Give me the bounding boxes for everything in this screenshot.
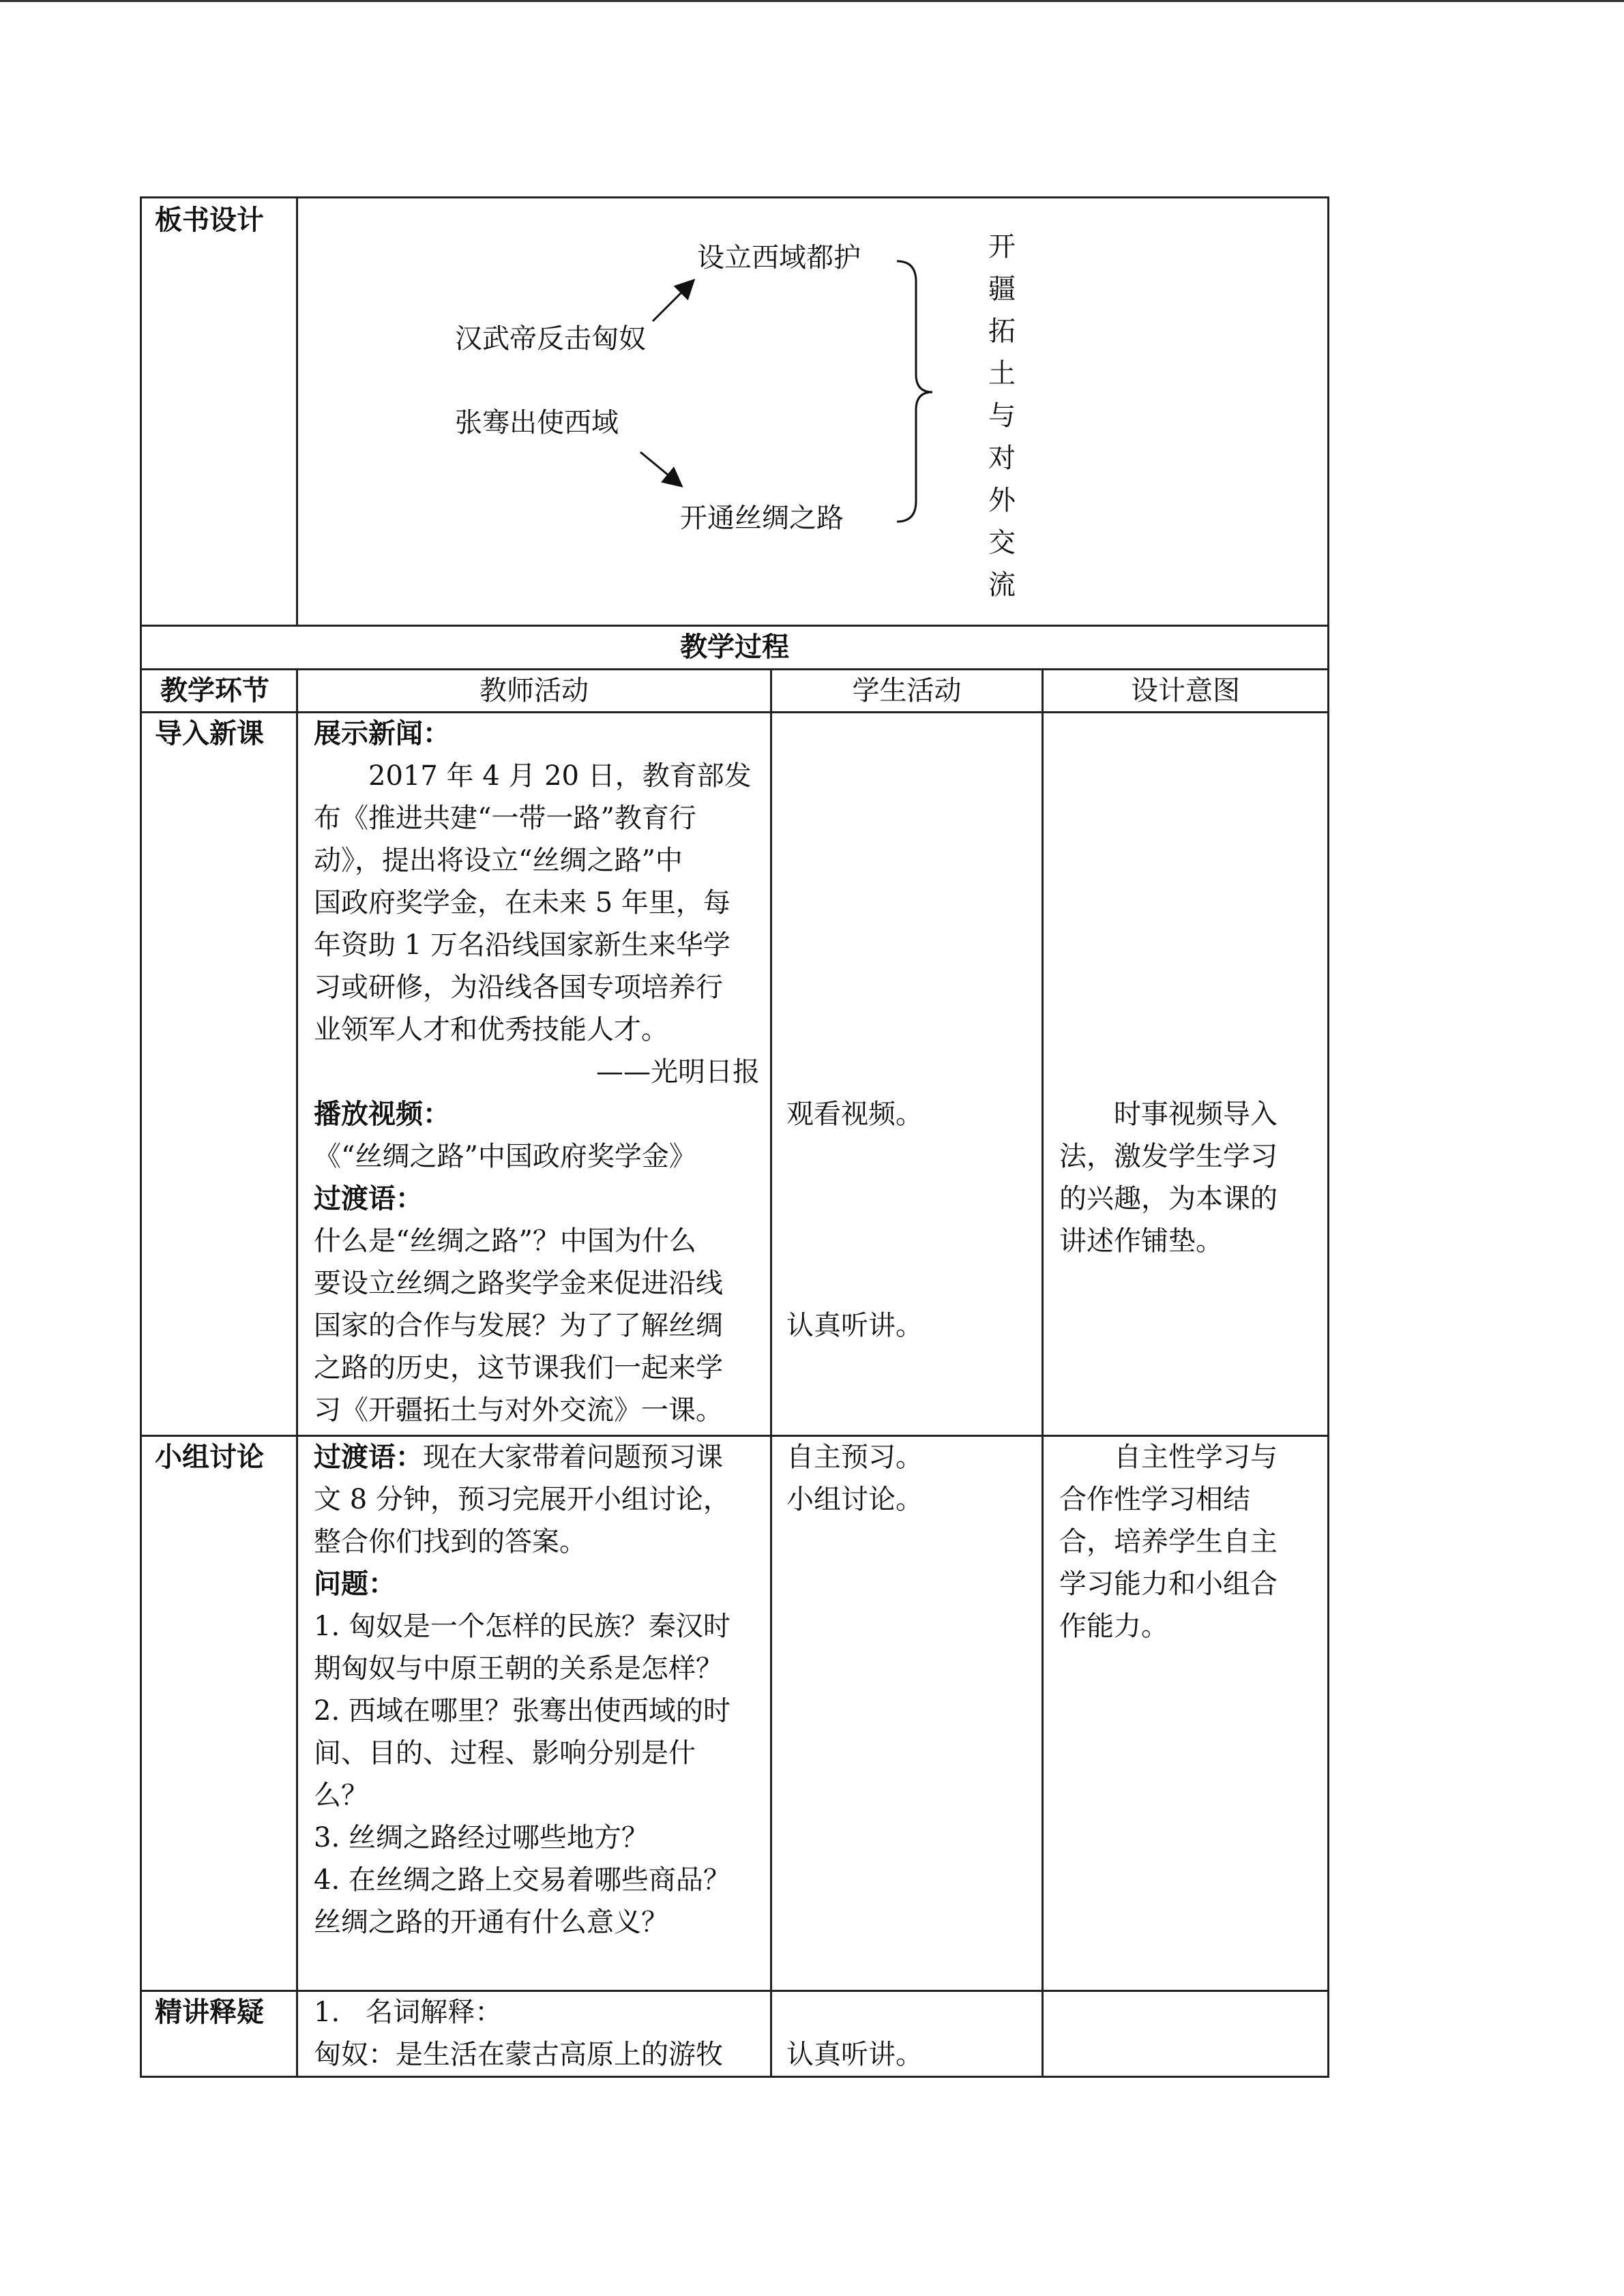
node-silk-road: 开通丝绸之路 bbox=[680, 503, 844, 534]
discussion-student-group: 小组讨论。 bbox=[786, 1484, 923, 1515]
intro-intent-line: 法，激发学生学习 bbox=[1059, 1141, 1278, 1172]
header-teacher: 教师活动 bbox=[479, 675, 589, 706]
theme-char: 流 bbox=[988, 569, 1016, 601]
arrow-up-icon bbox=[653, 282, 692, 321]
discussion-transition-label: 过渡语： bbox=[314, 1441, 423, 1473]
video-title: 《“丝绸之路”中国政府奖学金》 bbox=[314, 1141, 696, 1172]
table-border-bottom bbox=[140, 2076, 1329, 2078]
theme-char: 外 bbox=[988, 485, 1016, 516]
intro-intent-line: 的兴趣，为本课的 bbox=[1059, 1183, 1278, 1214]
video-label: 播放视频： bbox=[314, 1098, 450, 1130]
intro-intent-line: 时事视频导入 bbox=[1114, 1099, 1278, 1130]
intro-student-watch: 观看视频。 bbox=[786, 1099, 923, 1130]
theme-char: 开 bbox=[988, 231, 1016, 263]
arrow-down-icon bbox=[640, 452, 680, 485]
transition-label: 过渡语： bbox=[314, 1182, 423, 1214]
board-arrows bbox=[298, 198, 1327, 625]
news-line: 2017 年 4 月 20 日，教育部发 bbox=[368, 760, 752, 792]
transition-line: 国家的合作与发展？为了了解丝绸 bbox=[314, 1310, 723, 1341]
news-line: 年资助 1 万名沿线国家新生来华学 bbox=[314, 929, 730, 961]
col-divider-stage bbox=[296, 668, 298, 2078]
discussion-transition-line: 文 8 分钟，预习完展开小组讨论， bbox=[314, 1484, 730, 1515]
explain-xiongnu-line: 匈奴：是生活在蒙古高原上的游牧 bbox=[314, 2039, 723, 2070]
question-line: 么？ bbox=[314, 1780, 368, 1811]
news-line: 习或研修，为沿线各国专项培养行 bbox=[314, 972, 723, 1003]
theme-char: 疆 bbox=[988, 273, 1016, 305]
node-zhang-qian: 张骞出使西域 bbox=[455, 407, 619, 438]
news-line: 国政府奖学金，在未来 5 年里，每 bbox=[314, 887, 730, 919]
discussion-intent-line: 自主性学习与 bbox=[1114, 1442, 1278, 1473]
node-han-emperor: 汉武帝反击匈奴 bbox=[455, 323, 646, 355]
header-stage: 教学环节 bbox=[160, 674, 269, 706]
discussion-intent-line: 合作性学习相结 bbox=[1059, 1484, 1250, 1515]
news-line: 业领军人才和优秀技能人才。 bbox=[314, 1014, 668, 1045]
question-line: 2. 西域在哪里？张骞出使西域的时 bbox=[314, 1695, 730, 1727]
right-brace-icon bbox=[897, 261, 932, 522]
discussion-intent-line: 学习能力和小组合 bbox=[1059, 1568, 1278, 1600]
header-student: 学生活动 bbox=[852, 675, 962, 706]
theme-vertical-text bbox=[981, 226, 1022, 606]
theme-char: 交 bbox=[988, 527, 1016, 558]
discussion-transition-line: 整合你们找到的答案。 bbox=[314, 1526, 587, 1557]
col-divider-teacher bbox=[770, 668, 772, 2078]
stage-explain: 精讲释疑 bbox=[155, 1996, 264, 2028]
discussion-intent-line: 合，培养学生自主 bbox=[1059, 1526, 1278, 1557]
top-rule bbox=[0, 0, 1624, 2]
board-diagram bbox=[298, 198, 1327, 625]
stage-intro: 导入新课 bbox=[155, 717, 264, 749]
node-protectorate: 设立西域都护 bbox=[697, 242, 861, 273]
news-source: ——光明日报 bbox=[596, 1056, 760, 1088]
discussion-intent-line: 作能力。 bbox=[1059, 1611, 1168, 1642]
news-line: 动》，提出将设立“丝绸之路”中 bbox=[314, 845, 683, 876]
explain-term-heading: 1. 名词解释： bbox=[314, 1997, 503, 2028]
discussion-transition-text: 现在大家带着问题预习课 bbox=[423, 1442, 723, 1473]
theme-char: 与 bbox=[988, 400, 1016, 432]
process-title: 教学过程 bbox=[680, 631, 789, 663]
news-line: 布《推进共建“一带一路”教育行 bbox=[314, 803, 696, 834]
questions-label: 问题： bbox=[314, 1568, 396, 1600]
question-line: 1. 匈奴是一个怎样的民族？秦汉时 bbox=[314, 1611, 730, 1642]
transition-line: 之路的历史，这节课我们一起来学 bbox=[314, 1352, 723, 1384]
question-line: 间、目的、过程、影响分别是什 bbox=[314, 1738, 696, 1769]
question-line: 丝绸之路的开通有什么意义？ bbox=[314, 1907, 668, 1938]
theme-char: 拓 bbox=[988, 316, 1016, 347]
question-line: 3. 丝绸之路经过哪些地方？ bbox=[314, 1822, 649, 1853]
col-divider-student bbox=[1042, 668, 1044, 2078]
table-border-left bbox=[140, 196, 142, 2078]
intro-student-listen: 认真听讲。 bbox=[786, 1310, 923, 1341]
explain-student-listen: 认真听讲。 bbox=[786, 2039, 923, 2070]
question-line: 期匈奴与中原王朝的关系是怎样？ bbox=[314, 1653, 723, 1684]
news-label: 展示新闻： bbox=[314, 717, 450, 749]
discussion-student-preview: 自主预习。 bbox=[786, 1442, 923, 1473]
question-line: 4. 在丝绸之路上交易着哪些商品？ bbox=[314, 1864, 730, 1896]
board-label: 板书设计 bbox=[155, 204, 264, 236]
transition-line: 习《开疆拓土与对外交流》一课。 bbox=[314, 1395, 723, 1426]
transition-line: 要设立丝绸之路奖学金来促进沿线 bbox=[314, 1268, 723, 1299]
discussion-transition-first-line bbox=[314, 1436, 723, 1478]
stage-discussion: 小组讨论 bbox=[155, 1441, 264, 1473]
transition-line: 什么是“丝绸之路”？中国为什么 bbox=[314, 1225, 696, 1257]
theme-char: 对 bbox=[988, 443, 1016, 474]
intro-intent-line: 讲述作铺垫。 bbox=[1059, 1225, 1223, 1257]
lesson-plan-table bbox=[140, 196, 1329, 2078]
header-intent: 设计意图 bbox=[1131, 675, 1240, 706]
theme-char: 土 bbox=[988, 358, 1016, 389]
table-border-right bbox=[1327, 196, 1329, 2078]
